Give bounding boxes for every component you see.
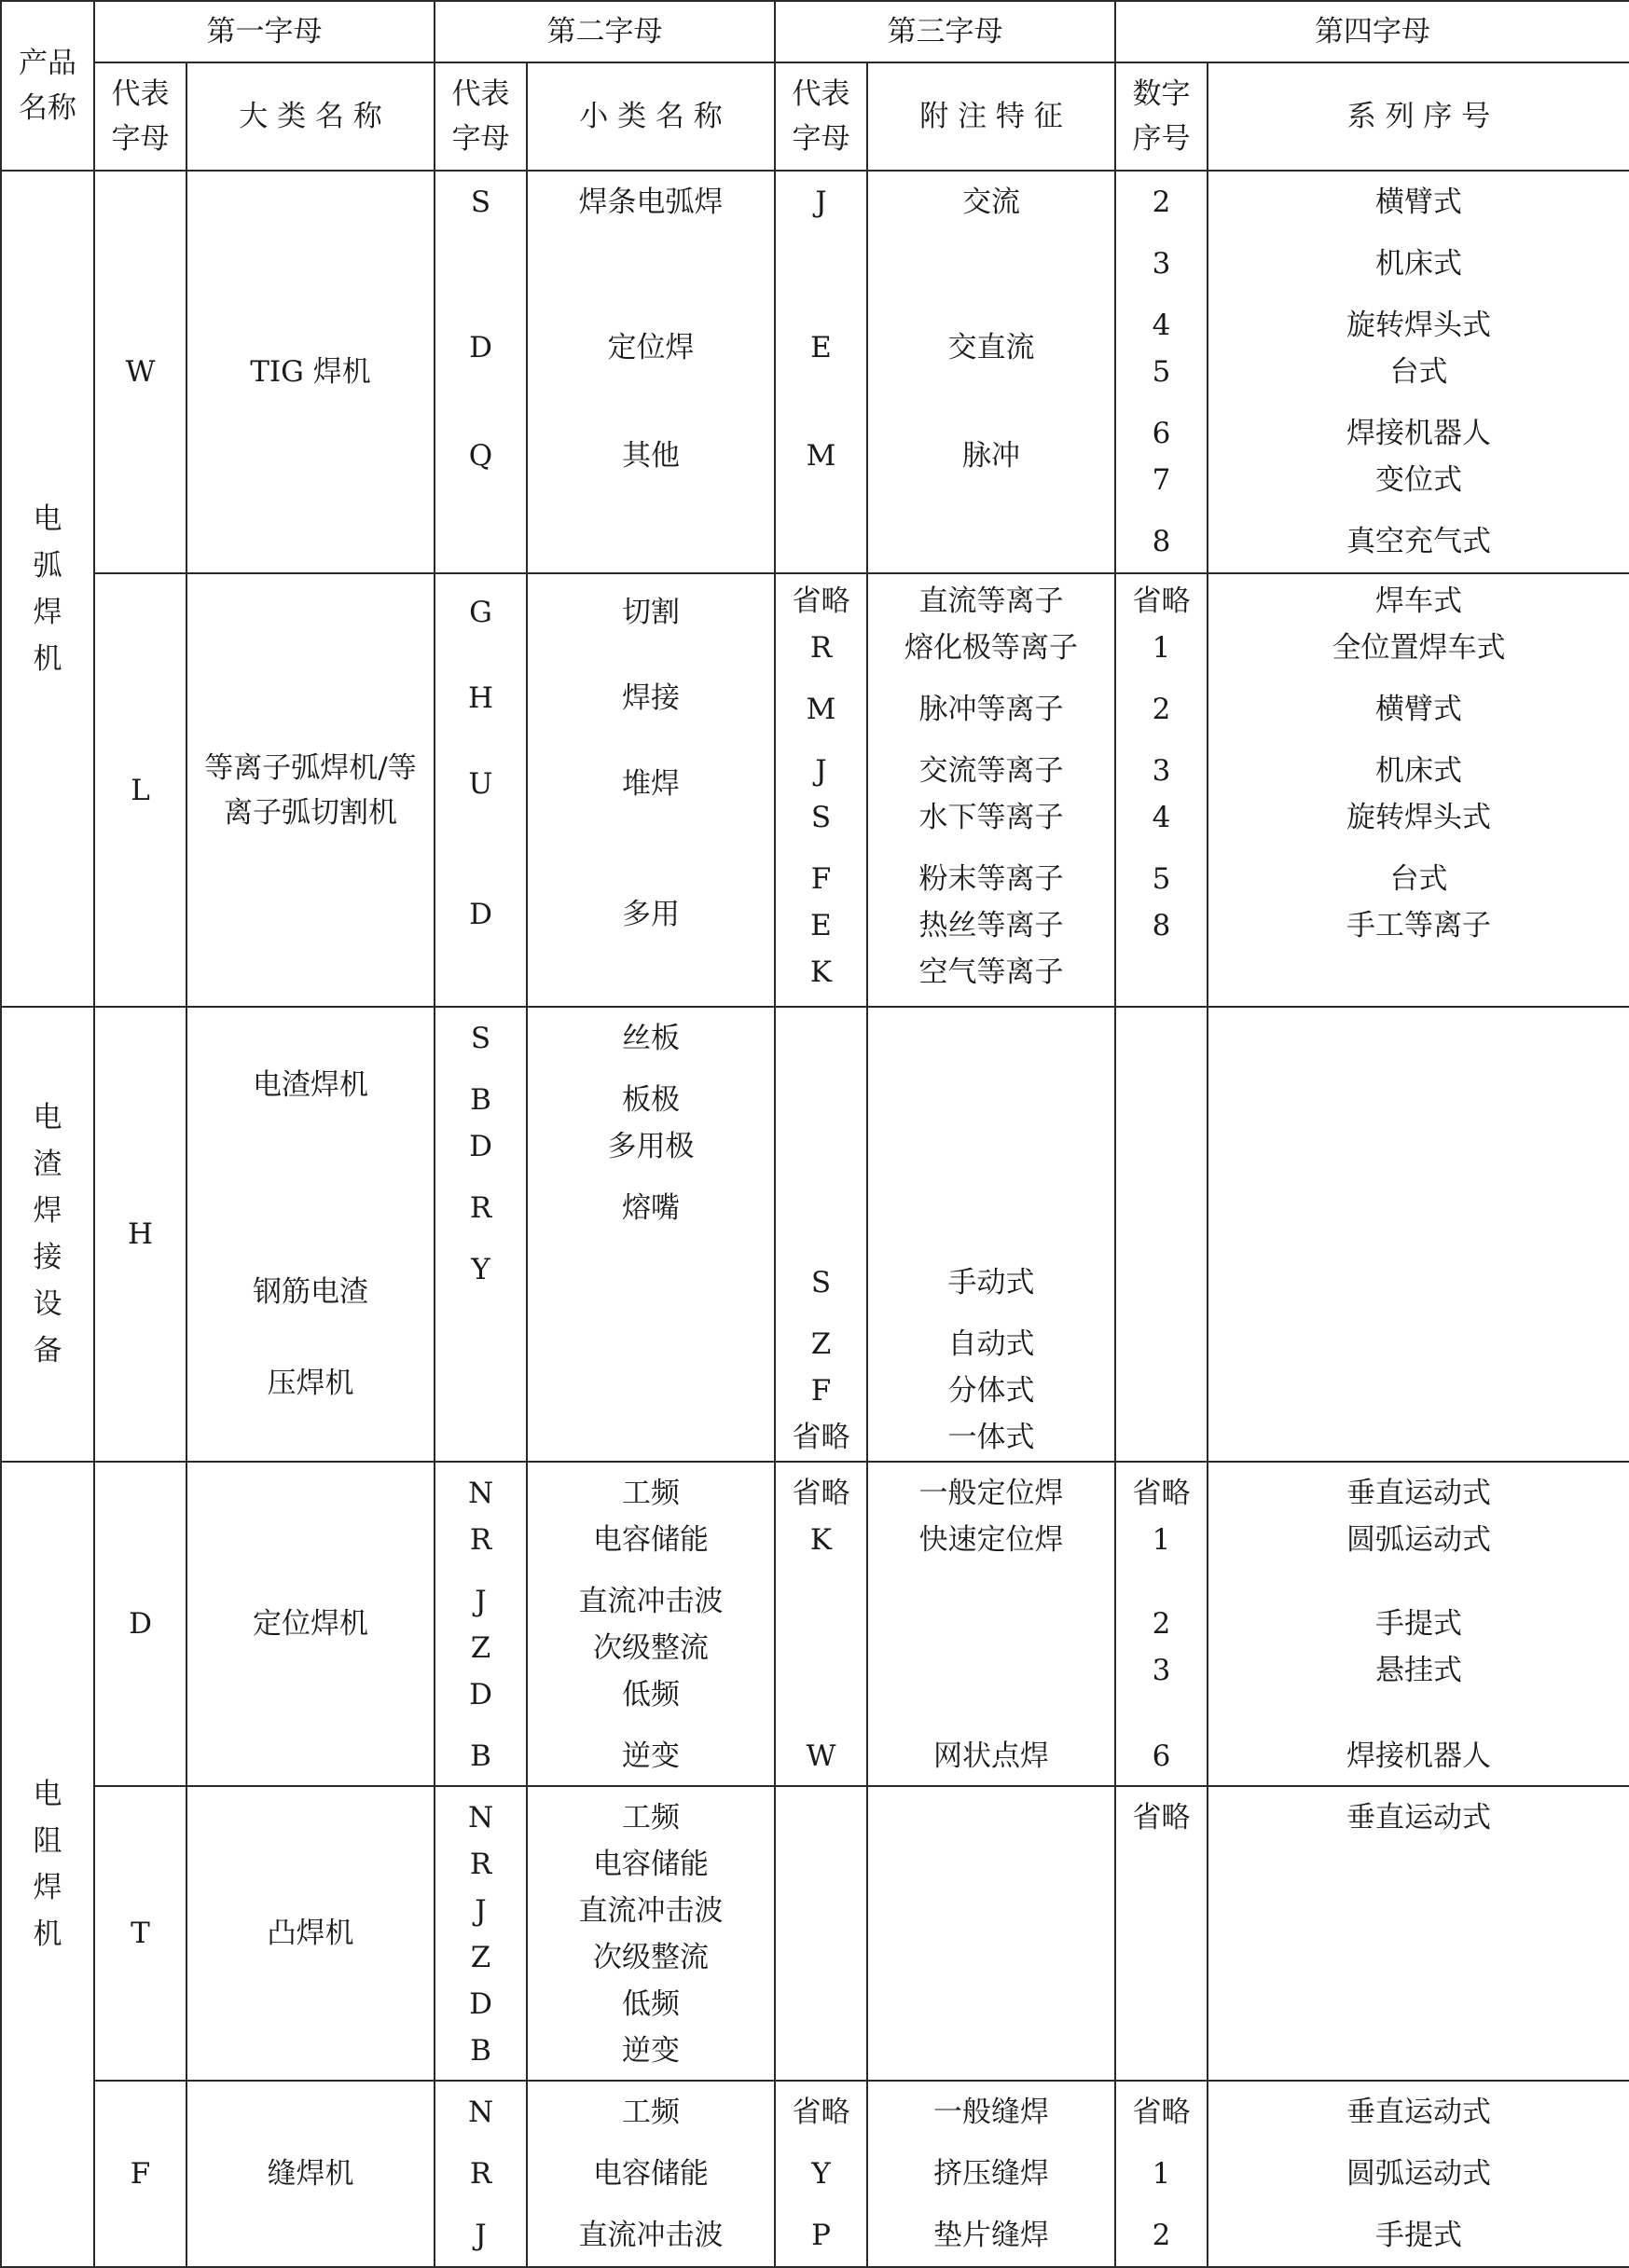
list-item: 粉末等离子 bbox=[918, 862, 1064, 896]
list-item: 直流等离子 bbox=[918, 584, 1064, 618]
code-cell: D bbox=[94, 1462, 186, 1786]
list-item: 电容储能 bbox=[593, 1523, 709, 1557]
header-note-feature: 附 注 特 征 bbox=[867, 62, 1115, 171]
list-item: 脉冲 bbox=[962, 439, 1020, 473]
list-item: 一体式 bbox=[947, 1421, 1035, 1454]
list-item: 逆变 bbox=[622, 2034, 680, 2068]
list-item: 多用 bbox=[622, 898, 680, 931]
minor-class-cell bbox=[527, 2081, 775, 2267]
list-item: 焊车式 bbox=[1375, 584, 1462, 618]
major-class-cell bbox=[186, 573, 435, 1007]
list-item: Z bbox=[470, 1941, 491, 1974]
list-item: 手工等离子 bbox=[1346, 909, 1491, 942]
second-letter-cell bbox=[435, 2081, 527, 2267]
header-code-letter-2-text: 代表 字母 bbox=[451, 77, 510, 156]
list-item: S bbox=[810, 801, 832, 834]
list-item: 垫片缝焊 bbox=[933, 2219, 1049, 2252]
list-item: K bbox=[809, 1523, 833, 1557]
series-seq-cell bbox=[1208, 1007, 1629, 1462]
header-second-letter: 第二字母 bbox=[435, 1, 775, 62]
third-letter-cell bbox=[775, 171, 867, 573]
third-letter-cell bbox=[775, 1462, 867, 1786]
list-item: 工频 bbox=[622, 1801, 680, 1835]
list-item: J bbox=[475, 1894, 487, 1928]
list-item: 5 bbox=[1152, 862, 1171, 896]
third-letter-cell bbox=[775, 2081, 867, 2267]
second-letter-cell bbox=[435, 1462, 527, 1786]
list-item: 直流冲击波 bbox=[578, 1894, 724, 1928]
list-item: W bbox=[806, 1739, 836, 1773]
list-item: 多用极 bbox=[607, 1130, 695, 1163]
list-item: Y bbox=[471, 1253, 490, 1286]
list-item: 交流等离子 bbox=[918, 754, 1064, 788]
list-item: R bbox=[809, 631, 833, 665]
minor-class-cell bbox=[527, 171, 775, 573]
note-feature-cell bbox=[867, 573, 1115, 1007]
list-item: 焊接机器人 bbox=[1346, 417, 1491, 450]
list-item: 旋转焊头式 bbox=[1346, 309, 1491, 342]
product-electroslag-text: 电 渣 焊 接 设 备 bbox=[33, 1101, 62, 1368]
list-item: S bbox=[470, 186, 491, 219]
product-resistance-welder-text: 电 阻 焊 机 bbox=[33, 1778, 62, 1951]
list-item: 变位式 bbox=[1375, 463, 1462, 497]
list-item: 旋转焊头式 bbox=[1346, 801, 1491, 834]
list-item: 工频 bbox=[622, 1477, 680, 1510]
list-item: F bbox=[810, 1374, 832, 1408]
list-item: 省略 bbox=[792, 2096, 850, 2129]
list-item: G bbox=[469, 596, 492, 629]
note-feature-cell bbox=[867, 171, 1115, 573]
list-item: 次级整流 bbox=[593, 1631, 709, 1665]
list-item: E bbox=[810, 909, 832, 942]
list-item: N bbox=[467, 1801, 494, 1835]
list-item: M bbox=[806, 439, 836, 473]
number-seq-cell bbox=[1115, 1007, 1208, 1462]
list-item: 网状点焊 bbox=[933, 1739, 1049, 1773]
list-item: 板极 bbox=[622, 1083, 680, 1117]
major-class-cell: 凸焊机 bbox=[186, 1786, 435, 2081]
list-item: 1 bbox=[1152, 631, 1171, 665]
note-feature-cell bbox=[867, 1462, 1115, 1786]
list-item: 8 bbox=[1152, 909, 1171, 942]
list-item: P bbox=[811, 2219, 831, 2252]
list-item: Y bbox=[811, 2157, 831, 2191]
list-item: 自动式 bbox=[947, 1327, 1035, 1361]
list-item: 悬挂式 bbox=[1375, 1654, 1462, 1687]
list-item: E bbox=[810, 331, 832, 364]
list-item: 4 bbox=[1152, 309, 1171, 342]
list-item: S bbox=[470, 1022, 491, 1055]
product-resistance-welder bbox=[1, 1462, 94, 2267]
list-item: 钢筋电渣 bbox=[253, 1275, 368, 1309]
list-item: 机床式 bbox=[1375, 247, 1462, 281]
list-item: 切割 bbox=[622, 596, 680, 629]
list-item: 1 bbox=[1152, 1523, 1171, 1557]
list-item: Z bbox=[470, 1631, 491, 1665]
list-item: 2 bbox=[1152, 186, 1171, 219]
number-seq-cell bbox=[1115, 573, 1208, 1007]
list-item: 横臂式 bbox=[1375, 693, 1462, 726]
list-item: 电渣焊机 bbox=[253, 1068, 368, 1102]
list-item: D bbox=[469, 331, 492, 364]
list-item: 直流冲击波 bbox=[578, 2219, 724, 2252]
note-feature-cell bbox=[867, 1007, 1115, 1462]
list-item: 2 bbox=[1152, 693, 1171, 726]
list-item: 熔嘴 bbox=[622, 1191, 680, 1225]
list-item: N bbox=[467, 1477, 494, 1510]
list-item: 6 bbox=[1152, 1739, 1171, 1773]
list-item: D bbox=[469, 1987, 492, 2021]
list-item: 2 bbox=[1152, 1607, 1171, 1641]
second-letter-cell bbox=[435, 1786, 527, 2081]
list-item: 分体式 bbox=[947, 1374, 1035, 1408]
list-item: 台式 bbox=[1389, 355, 1448, 389]
list-item: D bbox=[469, 898, 492, 931]
list-item: 堆焊 bbox=[622, 767, 680, 801]
list-item: 1 bbox=[1152, 2157, 1171, 2191]
list-item: 4 bbox=[1152, 801, 1171, 834]
note-feature-cell bbox=[867, 2081, 1115, 2267]
minor-class-cell bbox=[527, 1007, 775, 1462]
list-item: Z bbox=[810, 1327, 832, 1361]
list-item: 工频 bbox=[622, 2096, 680, 2129]
list-item: 焊接 bbox=[622, 681, 680, 715]
third-letter-cell bbox=[775, 1786, 867, 2081]
major-class-cell: 缝焊机 bbox=[186, 2081, 435, 2267]
list-item: 真空充气式 bbox=[1346, 525, 1491, 558]
list-item: 交直流 bbox=[947, 331, 1035, 364]
header-number-seq bbox=[1115, 62, 1208, 171]
series-seq-cell bbox=[1208, 573, 1629, 1007]
minor-class-cell bbox=[527, 573, 775, 1007]
header-third-letter: 第三字母 bbox=[775, 1, 1115, 62]
list-item: U bbox=[468, 767, 493, 801]
series-seq-cell bbox=[1208, 2081, 1629, 2267]
series-seq-cell bbox=[1208, 1462, 1629, 1786]
list-item: 空气等离子 bbox=[918, 955, 1064, 989]
header-code-letter-3-text: 代表 字母 bbox=[792, 77, 850, 156]
list-item: 其他 bbox=[622, 439, 680, 473]
list-item: N bbox=[467, 2096, 494, 2129]
list-item: 7 bbox=[1152, 463, 1171, 497]
list-item: 一般定位焊 bbox=[918, 1477, 1064, 1510]
list-item: 焊接机器人 bbox=[1346, 1739, 1491, 1773]
list-item: 3 bbox=[1152, 754, 1171, 788]
list-item: 电容储能 bbox=[593, 2157, 709, 2191]
list-item: R bbox=[469, 1191, 492, 1225]
minor-class-cell bbox=[527, 1786, 775, 2081]
number-seq-cell bbox=[1115, 171, 1208, 573]
list-item: 交流 bbox=[962, 186, 1020, 219]
list-item: 圆弧运动式 bbox=[1346, 2157, 1491, 2191]
list-item: 电容储能 bbox=[593, 1848, 709, 1881]
list-item: F bbox=[810, 862, 832, 896]
list-item: 省略 bbox=[792, 584, 850, 618]
header-code-letter-3 bbox=[775, 62, 867, 171]
list-item: 手动式 bbox=[947, 1266, 1035, 1299]
list-item: 省略 bbox=[1132, 1477, 1191, 1510]
list-item: 手提式 bbox=[1375, 2219, 1462, 2252]
note-feature-cell bbox=[867, 1786, 1115, 2081]
list-item: 2 bbox=[1152, 2219, 1171, 2252]
code-cell: W bbox=[94, 171, 186, 573]
header-code-letter-1-text: 代表 字母 bbox=[111, 77, 170, 156]
list-item: K bbox=[809, 955, 833, 989]
list-item: R bbox=[469, 1523, 492, 1557]
list-item: J bbox=[815, 754, 827, 788]
header-minor-class: 小 类 名 称 bbox=[527, 62, 775, 171]
header-first-letter: 第一字母 bbox=[94, 1, 435, 62]
list-item: 省略 bbox=[792, 1421, 850, 1454]
code-cell: L bbox=[94, 573, 186, 1007]
product-arc-welder bbox=[1, 171, 94, 1007]
list-item: 垂直运动式 bbox=[1346, 1477, 1491, 1510]
header-major-class: 大 类 名 称 bbox=[186, 62, 435, 171]
list-item: R bbox=[469, 1848, 492, 1881]
list-item: J bbox=[475, 1585, 487, 1618]
number-seq-cell bbox=[1115, 1462, 1208, 1786]
list-item: 圆弧运动式 bbox=[1346, 1523, 1491, 1557]
header-code-letter-2 bbox=[435, 62, 527, 171]
list-item: 手提式 bbox=[1375, 1607, 1462, 1641]
list-item: 省略 bbox=[1132, 1801, 1191, 1835]
list-item: 8 bbox=[1152, 525, 1171, 558]
list-item: 挤压缝焊 bbox=[933, 2157, 1049, 2191]
second-letter-cell bbox=[435, 573, 527, 1007]
list-item: 省略 bbox=[1132, 584, 1191, 618]
list-item: 水下等离子 bbox=[918, 801, 1064, 834]
second-letter-cell bbox=[435, 171, 527, 573]
major-class-cell: 定位焊机 bbox=[186, 1462, 435, 1786]
series-seq-cell bbox=[1208, 171, 1629, 573]
list-item: 压焊机 bbox=[267, 1367, 354, 1400]
product-arc-welder-text: 电 弧 焊 机 bbox=[33, 502, 62, 676]
list-item: 低频 bbox=[622, 1678, 680, 1711]
minor-class-cell bbox=[527, 1462, 775, 1786]
list-item: R bbox=[469, 2157, 492, 2191]
major-class-text: 等离子弧焊机/等 离子弧切割机 bbox=[204, 750, 417, 830]
list-item: 直流冲击波 bbox=[578, 1585, 724, 1618]
list-item: 次级整流 bbox=[593, 1941, 709, 1974]
list-item: 3 bbox=[1152, 1654, 1171, 1687]
third-letter-cell bbox=[775, 1007, 867, 1462]
list-item: 一般缝焊 bbox=[933, 2096, 1049, 2129]
list-item: D bbox=[469, 1130, 492, 1163]
list-item: 3 bbox=[1152, 247, 1171, 281]
list-item: 低频 bbox=[622, 1987, 680, 2021]
list-item: J bbox=[475, 2219, 487, 2252]
major-class-cell: TIG 焊机 bbox=[186, 171, 435, 573]
list-item: S bbox=[810, 1266, 832, 1299]
list-item: 台式 bbox=[1389, 862, 1448, 896]
list-item: 熔化极等离子 bbox=[904, 631, 1078, 665]
list-item: 6 bbox=[1152, 417, 1171, 450]
header-number-seq-text: 数字 序号 bbox=[1132, 77, 1191, 156]
list-item: 逆变 bbox=[622, 1739, 680, 1773]
header-fourth-letter: 第四字母 bbox=[1115, 1, 1629, 62]
list-item: B bbox=[470, 1083, 491, 1117]
list-item: 丝板 bbox=[622, 1022, 680, 1055]
list-item: 全位置焊车式 bbox=[1332, 631, 1506, 665]
list-item: J bbox=[815, 186, 827, 219]
product-electroslag bbox=[1, 1007, 94, 1462]
list-item: 省略 bbox=[792, 1477, 850, 1510]
second-letter-cell bbox=[435, 1007, 527, 1462]
code-cell: F bbox=[94, 2081, 186, 2267]
list-item: 垂直运动式 bbox=[1346, 1801, 1491, 1835]
list-item: 快速定位焊 bbox=[918, 1523, 1064, 1557]
number-seq-cell bbox=[1115, 1786, 1208, 2081]
header-code-letter-1 bbox=[94, 62, 186, 171]
list-item: 定位焊 bbox=[607, 331, 695, 364]
series-seq-cell bbox=[1208, 1786, 1629, 2081]
list-item: H bbox=[467, 681, 494, 715]
list-item: Q bbox=[468, 439, 493, 473]
header-product-name bbox=[1, 1, 94, 171]
major-class-cell bbox=[186, 1007, 435, 1462]
list-item: B bbox=[470, 1739, 491, 1773]
list-item: 横臂式 bbox=[1375, 186, 1462, 219]
list-item: D bbox=[469, 1678, 492, 1711]
list-item: 热丝等离子 bbox=[918, 909, 1064, 942]
third-letter-cell bbox=[775, 573, 867, 1007]
list-item: M bbox=[806, 693, 836, 726]
list-item: 省略 bbox=[1132, 2096, 1191, 2129]
list-item: B bbox=[470, 2034, 491, 2068]
list-item: 焊条电弧焊 bbox=[578, 186, 724, 219]
list-item: 脉冲等离子 bbox=[918, 693, 1064, 726]
code-cell: T bbox=[94, 1786, 186, 2081]
list-item: 5 bbox=[1152, 355, 1171, 389]
header-series-seq: 系 列 序 号 bbox=[1208, 62, 1629, 171]
list-item: 机床式 bbox=[1375, 754, 1462, 788]
list-item: 垂直运动式 bbox=[1346, 2096, 1491, 2129]
header-product-name-text: 产品 名称 bbox=[19, 47, 76, 125]
number-seq-cell bbox=[1115, 2081, 1208, 2267]
code-cell: H bbox=[94, 1007, 186, 1462]
